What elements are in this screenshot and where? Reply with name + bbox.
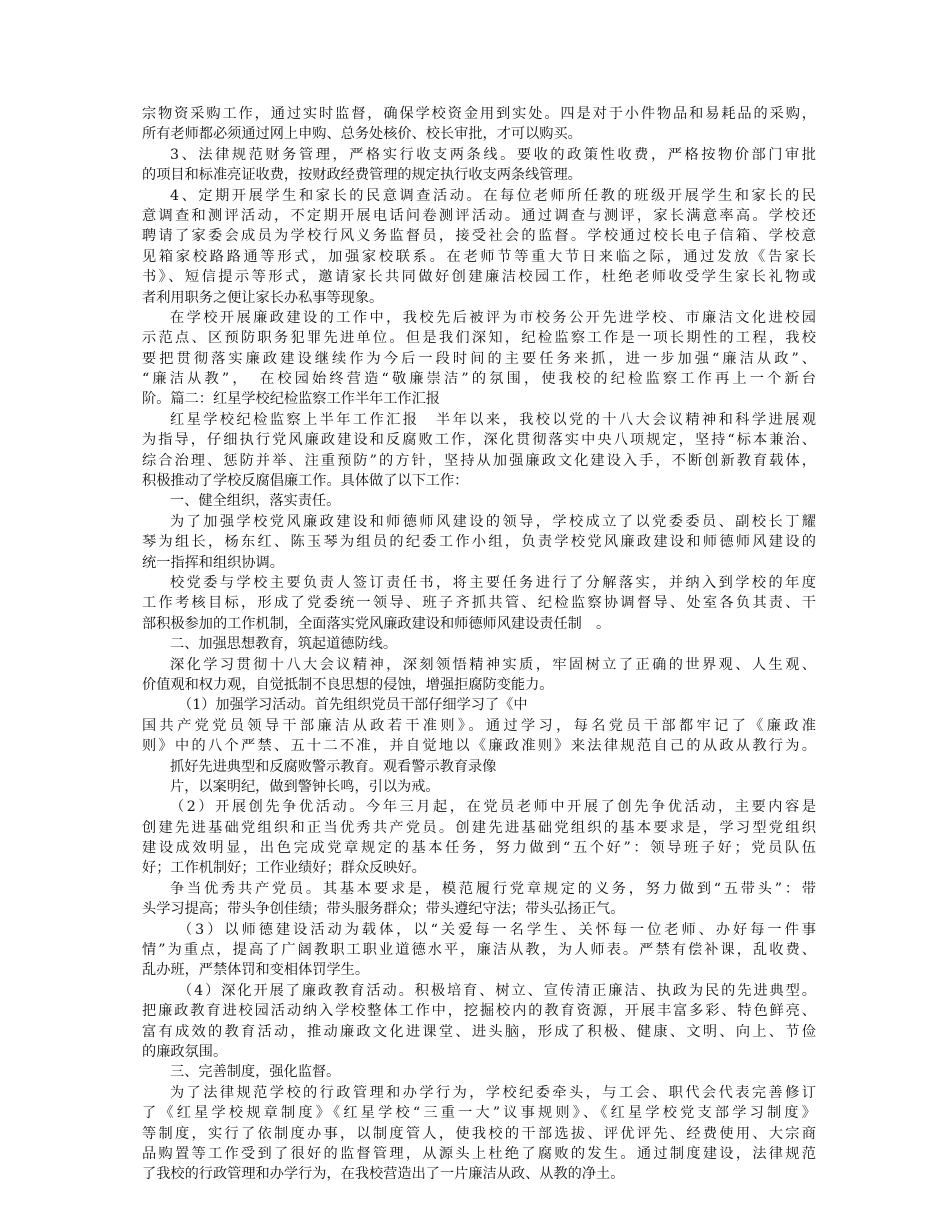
document-body [142, 104, 816, 1185]
text-line: 创建先进基础党组织和正当优秀共产党员。创建先进基础党组织的基本要求是，学习型党组织 [142, 819, 816, 836]
text-line: 乱办班，严禁体罚和变相体罚学生。 [142, 962, 370, 979]
text-line: 部积极参加的工作机制，全面落实党风廉政建设和师德师风建设责任制 。 [142, 615, 611, 632]
text-line: 为了法律规范学校的行政管理和办学行为，学校纪委牵头，与工会、职代会代表完善修订 [170, 1084, 816, 1101]
text-line: 的项目和标准亮证收费，按财政经费管理的规定执行收支两条线管理。 [142, 167, 582, 184]
text-line: 书》、短信提示等形式，邀请家长共同做好创建廉洁校园工作，杜绝老师收受学生家长礼物或 [142, 269, 816, 286]
text-line: 校党委与学校主要负责人签订责任书，将主要任务进行了分解落实，并纳入到学校的年度 [170, 574, 816, 591]
text-line: 片，以案明纪，做到警钟长鸣，引以为戒。 [170, 778, 440, 795]
text-line: 争当优秀共产党员。其基本要求是，模范履行党章规定的义务，努力做到“五带头”：带 [170, 880, 816, 897]
text-line: 深化学习贯彻十八大会议精神，深刻领悟精神实质，牢固树立了正确的世界观、人生观、 [170, 656, 816, 673]
text-line: 统一指挥和组织协调。 [142, 554, 284, 571]
text-line: 3、法律规范财务管理，严格实行收支两条线。要收的政策性收费，严格按物价部门审批 [170, 146, 816, 163]
text-line: 琴为组长，杨东红、陈玉琴为组员的纪委工作小组，负责学校党风廉政建设和师德师风建设的 [142, 534, 816, 551]
text-line: 见箱家校路路通等形式，加强家校联系。在老师节等重大节日来临之际，通过发放《告家长 [142, 248, 816, 265]
text-line: 要把贯彻落实廉政建设继续作为今后一段时间的主要任务来抓，进一步加强“廉洁从政”、 [142, 350, 816, 367]
text-line: “廉洁从教”， 在校园始终营造“敬廉崇洁”的氛围，使我校的纪检监察工作再上一个新台 [142, 371, 816, 388]
text-line: （1）加强学习活动。首先组织党员干部仔细学习了《中 [178, 697, 528, 714]
text-line: 情”为重点，提高了广阔教职工职业道德水平，廉洁从教，为人师表。严禁有偿补课，乱收费、 [142, 942, 816, 959]
text-line: 一、健全组织，落实责任。 [170, 493, 341, 510]
text-line: 建设成效明显，出色完成党章规定的基本任务，努力做到“五个好”：领导班子好；党员队伍 [142, 840, 816, 857]
text-line: 二、加强思想教育，筑起道德防线。 [170, 636, 398, 653]
text-line: 在学校开展廉政建设的工作中，我校先后被评为市校务公开先进学校、市廉洁文化进校园 [170, 309, 816, 326]
text-line: 聘请了家委会成员为学校行风义务监督员，接受社会的监督。学校通过校长电子信箱、学校意 [142, 228, 816, 245]
text-line: 工作考核目标，形成了党委统一领导、班子齐抓共管、纪检监察协调督导、处室各负其责、干 [142, 595, 816, 612]
text-line: 把廉政教育进校园活动纳入学校整体工作中，挖掘校内的教育资源，开展丰富多彩、特色鲜亮、 [142, 1003, 816, 1020]
text-line: 4、定期开展学生和家长的民意调查活动。在每位老师所任教的班级开展学生和家长的民 [170, 187, 816, 204]
text-line: （2）开展创先争优活动。今年三月起，在党员老师中开展了创先争优活动，主要内容是 [170, 799, 816, 816]
text-line: 阶。篇二：红星学校纪检监察工作半年工作汇报 [142, 391, 440, 408]
text-line: 抓好先进典型和反腐败警示教育。观看警示教育录像 [170, 758, 497, 775]
text-line: 所有老师都必须通过网上申购、总务处核价、校长审批，才可以购买。 [142, 126, 582, 143]
text-line: 的廉政氛围。 [142, 1043, 228, 1060]
text-line: 等制度，实行了依制度办事，以制度管人，使我校的干部选拔、评优评先、经费使用、大宗商 [142, 1125, 816, 1142]
text-line: 为了加强学校党风廉政建设和师德师风建设的领导，学校成立了以党委委员、副校长丁耀 [170, 513, 816, 530]
text-line: 了我校的行政管理和办学行为，在我校营造出了一片廉洁从政、从教的净土。 [142, 1166, 625, 1183]
text-line: 好；工作机制好；工作业绩好；群众反映好。 [142, 860, 426, 877]
text-line: 示范点、区预防职务犯罪先进单位。但是我们深知，纪检监察工作是一项长期性的工程，我校 [142, 330, 816, 347]
text-line: 富有成效的教育活动，推动廉政文化进课堂、进头脑，形成了积极、健康、文明、向上、节俭 [142, 1023, 816, 1040]
text-line: 积极推动了学校反腐倡廉工作。具体做了以下工作： [142, 473, 469, 490]
text-line: 了《红星学校规章制度》《红星学校“三重一大”议事规则》、《红星学校党支部学习制度》 [142, 1105, 816, 1122]
text-line: 为指导，仔细执行党风廉政建设和反腐败工作，深化贯彻落实中央八项规定，坚持“标本兼治、 [142, 432, 816, 449]
text-line: 三、完善制度，强化监督。 [170, 1064, 341, 1081]
text-line: 国共产党党员领导干部廉洁从政若干准则》。通过学习，每名党员干部都牢记了《廉政准 [142, 717, 816, 734]
text-line: 综合治理、惩防并举、注重预防”的方针，坚持从加强廉政文化建设入手，不断创新教育载体， [142, 452, 816, 469]
text-line: 头学习提高；带头争创佳绩；带头服务群众；带头遵纪守法；带头弘扬正气。 [142, 901, 625, 918]
text-line: 品购置等工作受到了很好的监督管理，从源头上杜绝了腐败的发生。通过制度建设，法律规范 [142, 1145, 816, 1162]
text-line: 价值观和权力观，自觉抵制不良思想的侵蚀，增强拒腐防变能力。 [142, 676, 554, 693]
text-line: （3）以师德建设活动为载体，以“关爱每一名学生、关怀每一位老师、办好每一件事 [178, 921, 816, 938]
text-line: 红星学校纪检监察上半年工作汇报 半年以来，我校以党的十八大会议精神和科学进展观 [170, 411, 816, 428]
text-line: 则》中的八个严禁、五十二不准，并自觉地以《廉政准则》来法律规范自己的从政从教行为。 [142, 738, 816, 755]
text-line: 意调查和测评活动，不定期开展电话问卷测评活动。通过调查与测评，家长满意率高。学校还 [142, 207, 816, 224]
text-line: 宗物资采购工作，通过实时监督，确保学校资金用到实处。四是对于小件物品和易耗品的采购， [142, 106, 816, 122]
text-line: （4）深化开展了廉政教育活动。积极培育、树立、宣传清正廉洁、执政为民的先进典型。 [178, 982, 816, 999]
text-line: 者利用职务之便让家长办私事等现象。 [142, 289, 384, 306]
